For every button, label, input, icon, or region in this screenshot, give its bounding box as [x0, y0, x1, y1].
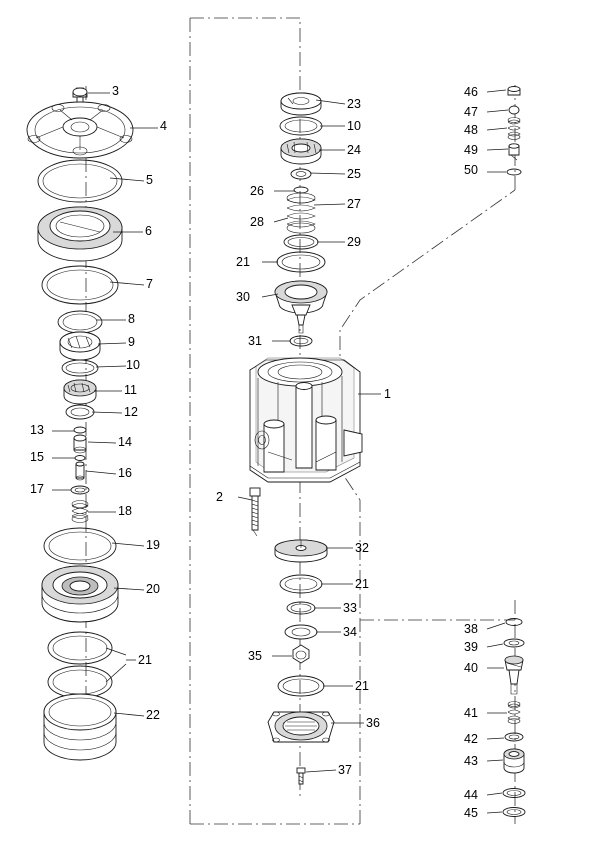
part-10b-oring: [280, 117, 322, 135]
part-46-cap: [508, 87, 520, 96]
callout-18: 18: [118, 504, 132, 518]
part-2-long-bolt: [250, 488, 260, 536]
part-14-sleeve: [74, 435, 86, 453]
callout-10: 10: [126, 358, 140, 372]
part-36-end-plate: [268, 712, 334, 742]
callout-4: 4: [160, 119, 167, 133]
callout-21-center-upper: 21: [236, 255, 250, 269]
part-16-plunger: [76, 462, 84, 480]
part-21d-oring: [278, 676, 324, 696]
callout-12: 12: [124, 405, 138, 419]
part-49-plug: [509, 144, 519, 160]
callout-3: 3: [112, 84, 119, 98]
part-44-ring: [503, 789, 525, 798]
part-50-oring: [507, 169, 521, 175]
callout-22: 22: [146, 708, 160, 722]
callout-37: 37: [338, 763, 352, 777]
part-5-oring: [38, 160, 122, 202]
part-13-small-ring: [74, 427, 86, 433]
callout-21-bottom: 21: [355, 679, 369, 693]
part-21c-oring: [280, 575, 322, 593]
part-15-pin-ring: [75, 456, 85, 461]
part-4-cover-plate: [27, 102, 133, 158]
callout-48: 48: [464, 123, 478, 137]
part-40-valve-stem: [505, 656, 523, 694]
part-11-bearing: [64, 380, 96, 404]
part-42-oring: [505, 733, 523, 741]
part-7-oring: [42, 266, 118, 304]
callout-8: 8: [128, 312, 135, 326]
part-37-screw: [297, 768, 305, 784]
part-23-cap: [281, 93, 321, 115]
part-38-oring: [506, 619, 522, 626]
callout-13: 13: [30, 423, 44, 437]
right-top-parts: [507, 87, 521, 176]
callout-14: 14: [118, 435, 132, 449]
callout-35: 35: [248, 649, 262, 663]
callout-20: 20: [146, 582, 160, 596]
callout-21-left: 21: [138, 653, 152, 667]
callout-5: 5: [146, 173, 153, 187]
callout-46: 46: [464, 85, 478, 99]
part-29-oring: [284, 235, 318, 249]
part-35-nut: [293, 645, 309, 663]
callout-39: 39: [464, 640, 478, 654]
callout-27: 27: [347, 197, 361, 211]
callout-9: 9: [128, 335, 135, 349]
callout-19: 19: [146, 538, 160, 552]
callout-41: 41: [464, 706, 478, 720]
callout-30: 30: [236, 290, 250, 304]
part-33-oring: [287, 602, 315, 614]
callout-38: 38: [464, 622, 478, 636]
part-32-plate: [275, 540, 327, 562]
part-26-washer: [294, 187, 308, 193]
part-24-bearing: [281, 139, 321, 164]
callout-28: 28: [250, 215, 264, 229]
part-12-retainer: [66, 405, 94, 419]
callout-23: 23: [347, 97, 361, 111]
callout-16: 16: [118, 466, 132, 480]
callout-25: 25: [347, 167, 361, 181]
callout-6: 6: [145, 224, 152, 238]
callout-42: 42: [464, 732, 478, 746]
callout-47: 47: [464, 105, 478, 119]
callout-17: 17: [30, 482, 44, 496]
part-20-piston: [42, 566, 118, 622]
center-column-lower: [268, 540, 334, 784]
callout-15: 15: [30, 450, 44, 464]
callout-44: 44: [464, 788, 478, 802]
callout-49: 49: [464, 143, 478, 157]
callout-40: 40: [464, 661, 478, 675]
part-41-spring: [508, 702, 520, 724]
callout-43: 43: [464, 754, 478, 768]
part-27-28-spring: [287, 193, 315, 233]
part-30-valve-body: [275, 281, 327, 333]
part-21b-oring: [277, 252, 325, 272]
callout-24: 24: [347, 143, 361, 157]
part-34-washer: [285, 625, 317, 639]
callout-33: 33: [343, 601, 357, 615]
callout-1: 1: [384, 387, 391, 401]
part-6-housing-cap: [38, 207, 122, 261]
callout-2: 2: [216, 490, 223, 504]
part-3-bolt: [73, 88, 87, 103]
callout-45: 45: [464, 806, 478, 820]
callout-31: 31: [248, 334, 262, 348]
callout-7: 7: [146, 277, 153, 291]
part-8-ring: [58, 311, 102, 333]
part-31-oring: [290, 336, 312, 346]
right-bottom-parts: [503, 619, 525, 817]
part-39-washer: [504, 639, 524, 647]
part-45-ring: [503, 808, 525, 817]
part-48-spring: [508, 118, 520, 140]
callout-21-center-lower: 21: [355, 577, 369, 591]
part-22-cylinder: [44, 694, 116, 760]
part-19-oring: [44, 528, 116, 564]
callout-26: 26: [250, 184, 264, 198]
callout-11: 11: [124, 383, 137, 397]
part-43-seat: [504, 749, 524, 773]
callout-50: 50: [464, 163, 478, 177]
callout-32: 32: [355, 541, 369, 555]
part-47-ball: [509, 106, 519, 114]
part-1-main-housing: [250, 358, 362, 482]
callout-34: 34: [343, 625, 357, 639]
callout-10-center: 10: [347, 119, 361, 133]
callout-36: 36: [366, 716, 380, 730]
part-25-washer: [291, 169, 311, 179]
part-21-rings-left: [48, 632, 112, 698]
part-10-oring: [62, 360, 98, 376]
part-9-cage: [60, 332, 100, 360]
callout-29: 29: [347, 235, 361, 249]
